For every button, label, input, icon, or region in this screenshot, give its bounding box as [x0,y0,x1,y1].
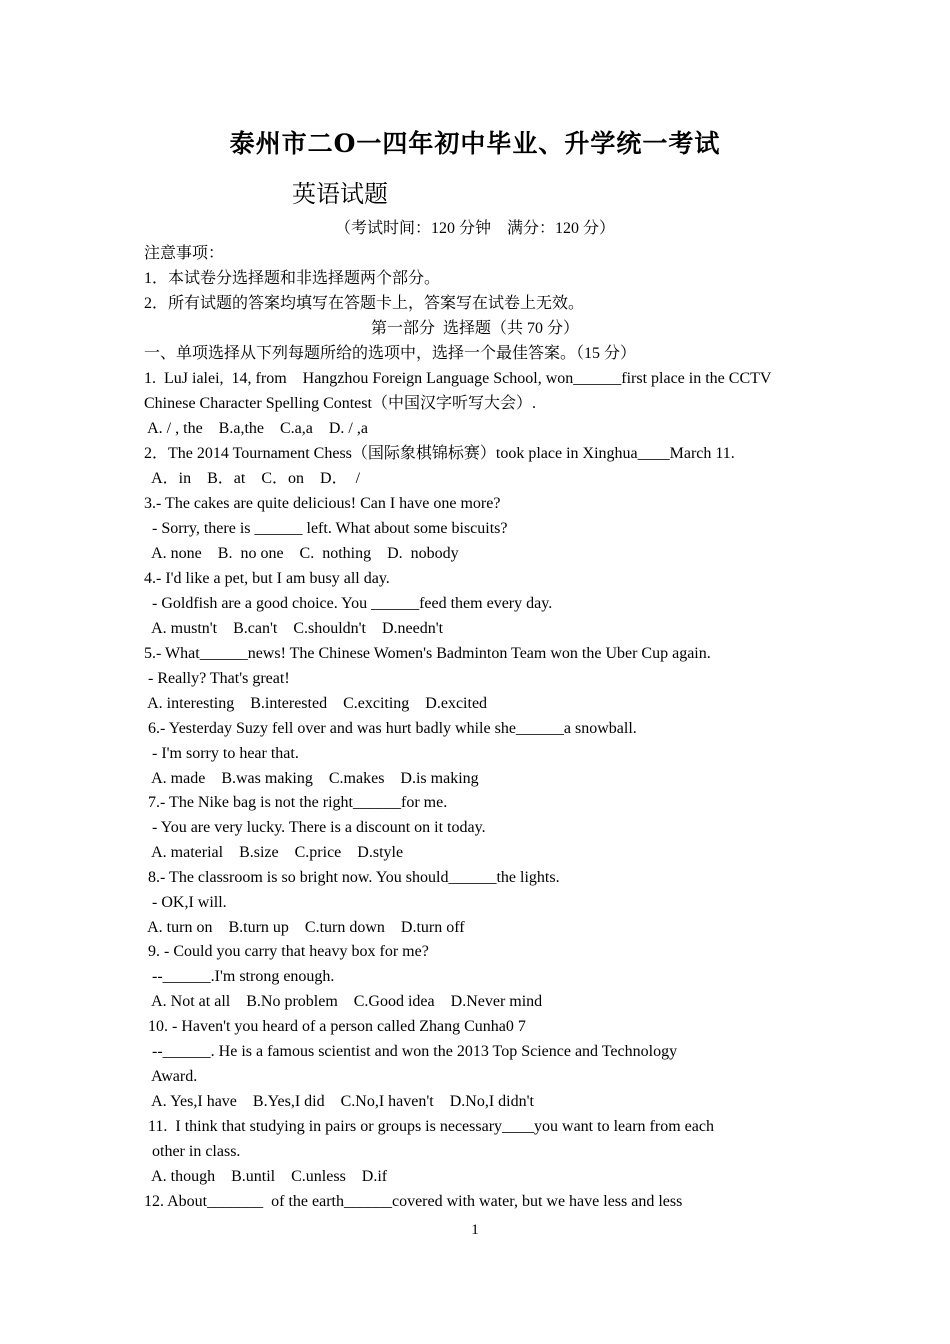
question-line: - OK,I will. [144,894,227,911]
answer-options: A. Not at all B.No problem C.Good idea D.Never mind [144,993,543,1010]
question-line: 4.- I'd like a pet, but I am busy all day. [144,570,390,587]
answer-options: A. none B. no one C. nothing D. nobody [144,545,459,562]
exam-subtitle: 英语试题 [292,180,388,208]
notes-item: 1．本试卷分选择题和非选择题两个部分。 [144,270,441,287]
question-line: 2．The 2014 Tournament Chess（国际象棋锦标赛）took place in Xinghua____March 11. [144,445,735,462]
exam-info: （考试时间：120 分钟 满分：120 分） [334,220,615,237]
answer-options: A. turn on B.turn up C.turn down D.turn off [144,919,465,936]
question-line: 3.- The cakes are quite delicious! Can I have one more? [144,495,501,512]
question-line: --______. He is a famous scientist and won the 2013 Top Science and Technology [144,1043,678,1060]
section-heading: 一、单项选择从下列每题所给的选项中，选择一个最佳答案。（15 分） [144,345,637,362]
question-line: 6.- Yesterday Suzy fell over and was hurt badly while she______a snowball. [144,720,637,737]
question-line: Award. [144,1068,198,1085]
answer-options: A. / , the B.a,the C.a,a D. / ,a [144,420,368,437]
question-line: - Sorry, there is ______ left. What about some biscuits? [144,520,508,537]
question-line: 10. - Haven't you heard of a person called Zhang Cunha0 7 [144,1018,526,1035]
question-line: --______.I'm strong enough. [144,968,335,985]
answer-options: A. mustn't B.can't C.shouldn't D.needn't [144,620,444,637]
part-title: 第一部分 选择题（共 70 分） [370,320,579,337]
answer-options: A. interesting B.interested C.exciting D.excited [144,695,488,712]
answer-options: A. made B.was making C.makes D.is making [144,770,479,787]
question-line: other in class. [144,1143,241,1160]
question-line: 12. About_______ of the earth______covered with water, but we have less and less [144,1193,683,1210]
question-line: - You are very lucky. There is a discount on it today. [144,819,486,836]
question-line: Chinese Character Spelling Contest（中国汉字听写大会）. [144,395,536,412]
question-line: 9. - Could you carry that heavy box for me? [144,943,429,960]
notes-item: 2．所有试题的答案均填写在答题卡上，答案写在试卷上无效。 [144,295,585,312]
question-line: 1. LuJ ialei, 14, from Hangzhou Foreign Language School, won______first place in the CCTV [144,370,772,387]
question-line: - Goldfish are a good choice. You ______feed them every day. [144,595,553,612]
notes-heading: 注意事项： [144,245,225,262]
question-line: - I'm sorry to hear that. [144,745,299,762]
question-line: - Really? That's great! [144,670,290,687]
answer-options: A. material B.size C.price D.style [144,844,404,861]
question-line: 11. I think that studying in pairs or groups is necessary____you want to learn from each [144,1118,714,1135]
answer-options: A. though B.until C.unless D.if [144,1168,388,1185]
answer-options: A．in B．at C．on D． / [144,470,361,487]
exam-title: 泰州市二O一四年初中毕业、升学统一考试 [229,129,721,158]
question-line: 8.- The classroom is so bright now. You should______the lights. [144,869,560,886]
question-line: 5.- What______news! The Chinese Women's Badminton Team won the Uber Cup again. [144,645,711,662]
page-number: 1 [471,1222,479,1238]
answer-options: A. Yes,I have B.Yes,I did C.No,I haven't D.No,I didn't [144,1093,534,1110]
question-line: 7.- The Nike bag is not the right______for me. [144,794,448,811]
